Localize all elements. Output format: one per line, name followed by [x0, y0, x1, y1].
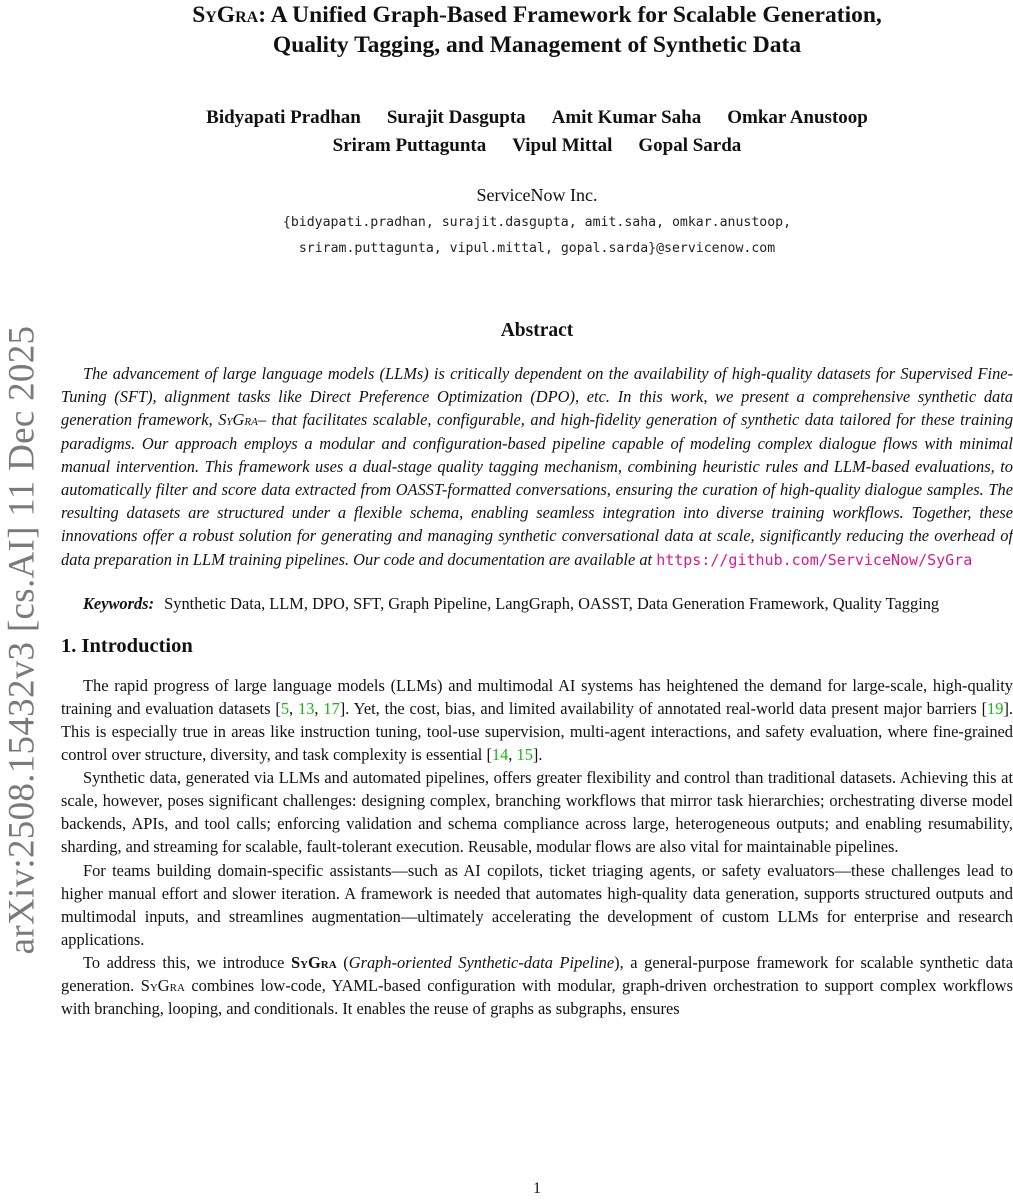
citation-link[interactable]: 15	[516, 745, 533, 765]
keywords-label: Keywords:	[83, 593, 155, 613]
intro-paragraph-4	[61, 951, 1013, 1020]
intro-paragraph-3: For teams building domain-specific assistants—such as AI copilots, ticket triaging agents, or safety evaluators—these challenges lead to higher manual effort and slower iteration. A framework is needed that automates high-quality data generation, supports structured outputs and multimodal inputs, and streamlines augmentation—ultimately accelerating the development of custom LLMs for enterprise and research applications.	[61, 860, 1013, 949]
email-line-2: sriram.puttagunta, vipul.mittal, gopal.sarda}@servicenow.com	[298, 241, 776, 256]
text-run: combines low-code, YAML-based configuration with modular, graph-driven orchestration to support complex workflows with branching, looping, and conditionals. It enables the reuse of graphs as subgraphs, ensures	[61, 976, 1013, 1019]
framework-name: SyGra	[140, 976, 185, 996]
keywords-text: Synthetic Data, LLM, DPO, SFT, Graph Pipeline, LangGraph, OASST, Data Generation Framework, Quality Tagging	[164, 593, 940, 613]
paper-page	[61, 0, 1013, 1200]
author-row-1	[61, 104, 1013, 132]
affiliation: ServiceNow Inc.	[476, 185, 598, 205]
intro-paragraph-1: The rapid progress of large language models (LLMs) and multimodal AI systems has heightened the demand for large-scale, high-quality training and evaluation datasets [5, 13, 17]. Yet, the cost, bias, and limited availability of annotated real-world data present major barriers [19]. This is especially true in areas like instruction tuning, tool-use supervision, multi-agent interactions, and safety evaluation, where fine-grained control over structure, diversity, and task complexity is essential [14, 15].	[61, 675, 1013, 765]
abstract-body	[61, 362, 1013, 572]
author-name: Vipul Mittal	[512, 135, 613, 156]
text-run: ]. This is especially true in areas like instruction tuning, tool-use supervision, multi-agent interactions, and safety evaluation, where fine-grained control over structure, diversity, and task complexity is essential [	[61, 698, 1013, 765]
arxiv-sidebar	[0, 200, 44, 1080]
section-heading-introduction: 1. Introduction	[61, 634, 193, 657]
author-name: Bidyapati Pradhan	[206, 107, 361, 128]
author-row-2	[61, 132, 1013, 160]
author-name: Amit Kumar Saha	[551, 107, 702, 128]
author-list	[61, 104, 1013, 160]
framework-expansion: Graph-oriented Synthetic-data Pipeline	[348, 952, 615, 972]
author-name: Surajit Dasgupta	[386, 107, 526, 128]
author-emails	[61, 210, 1013, 262]
author-name: Omkar Anustoop	[727, 107, 868, 128]
intro-paragraph-2: Synthetic data, generated via LLMs and automated pipelines, offers greater flexibility and control than traditional datasets. Achieving this at scale, however, poses significant challenges: designing complex, branching workflows that mirror task hierarchies; orchestrating diverse model backends, APIs, and tool calls; enforcing validation and schema compliance across large, heterogeneous outputs; and enabling resumability, sharding, and streaming for scalable, fault-tolerant execution. Reusable, modular flows are also vital for maintainable pipelines.	[61, 768, 1013, 857]
text-run: The rapid progress of large language models (LLMs) and multimodal AI systems has heightened the demand for large-scale, high-quality training and evaluation datasets [	[61, 675, 1013, 718]
author-name: Sriram Puttagunta	[332, 135, 487, 156]
keywords	[61, 592, 1013, 615]
arxiv-identifier: arXiv:2508.15432v3 [cs.AI] 11 Dec 2025	[1, 325, 43, 955]
abstract-text-2: – that facilitates scalable, configurable, and high-fidelity generation of synthetic data tailored for these training paradigms. Our approach employs a modular and configuration-based pipeline capable of modeling complex dialogue flows with minimal manual intervention. This framework uses a dual-stage quality tagging mechanism, combining heuristic rules and LLM-based evaluations, to automatically filter and score data extracted from OASST-formatted conversations, ensuring the curation of high-quality dialogue samples. The resulting datasets are structured under a flexible schema, enabling seamless integration into diverse training workflows. Together, these innovations offer a robust solution for generating and managing synthetic conversational data at scale, significantly reducing the overhead of data preparation in LLM training pipelines. Our code and documentation are available at	[61, 410, 1013, 569]
paper-title	[61, 0, 1013, 60]
author-name: Gopal Sarda	[638, 135, 742, 156]
abstract-text-1: The advancement of large language models (LLMs) is critically dependent on the availability of high-quality datasets for Supervised Fine-Tuning (SFT), alignment tasks like Direct Preference Optimization (DPO), etc. In this work, we present a comprehensive synthetic data generation framework,	[61, 364, 1013, 430]
text-run: (	[336, 952, 349, 972]
title-line-1-rest: : A Unified Graph-Based Framework for Scalable Generation,	[258, 2, 882, 28]
title-framework-name: SyGra	[192, 2, 259, 28]
citation-link[interactable]: 13	[298, 698, 315, 718]
text-run: ), a general-purpose framework for scalable synthetic data generation.	[61, 952, 1013, 996]
text-run: ].	[532, 745, 543, 765]
text-run: To address this, we introduce	[83, 952, 291, 972]
title-line-1	[61, 0, 1013, 30]
title-line-2: Quality Tagging, and Management of Synthetic Data	[272, 32, 802, 58]
github-link[interactable]: https://github.com/ServiceNow/SyGra	[656, 550, 973, 569]
citation-link[interactable]: 14	[491, 745, 509, 765]
abstract-heading: Abstract	[500, 320, 574, 341]
abstract-framework-name: SyGra	[218, 410, 258, 430]
citation-link[interactable]: 5	[280, 698, 290, 718]
text-run: ]. Yet, the cost, bias, and limited availability of annotated real-world data present major barriers [	[339, 698, 988, 718]
page-number: 1	[533, 1180, 541, 1197]
email-line-1: {bidyapati.pradhan, surajit.dasgupta, amit.saha, omkar.anustoop,	[282, 215, 792, 230]
framework-name-bold: SyGra	[291, 952, 337, 972]
citation-link[interactable]: 17	[323, 698, 340, 718]
citation-link[interactable]: 19	[987, 698, 1004, 718]
